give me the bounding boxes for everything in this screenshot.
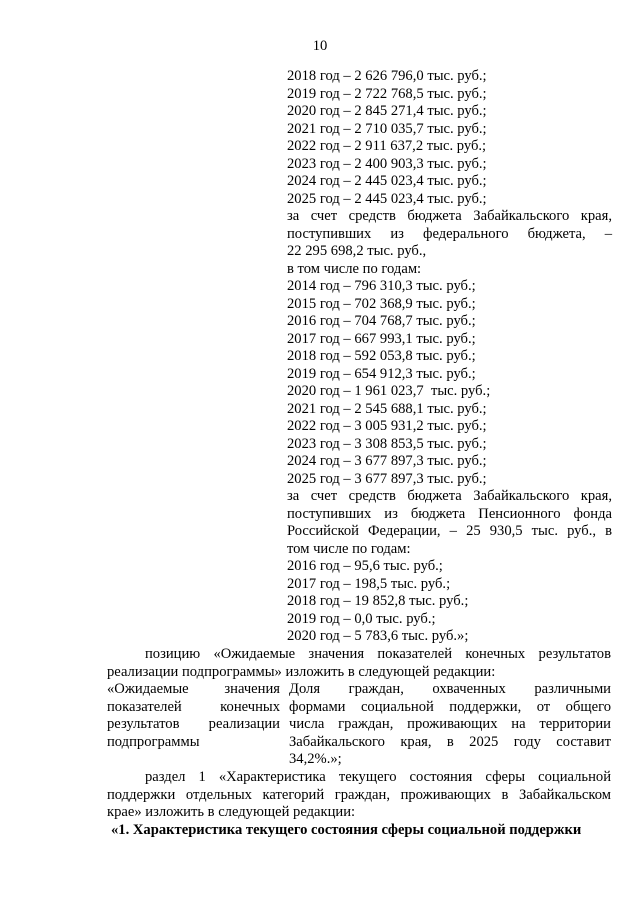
text-line: результатов реализации <box>107 716 280 732</box>
text-line: числа граждан, проживающих на территории <box>289 716 611 732</box>
federal-budget-intro <box>287 208 612 278</box>
text-line: показателей конечных <box>107 698 280 715</box>
list-item: 2023 год – 3 308 853,5 тыс. руб.; <box>287 435 487 452</box>
list-item: 2022 год – 2 911 637,2 тыс. руб.; <box>287 138 487 154</box>
section-heading: «1. Характеристика текущего состояния сферы социальной поддержки <box>111 822 582 838</box>
list-item: 2021 год – 2 545 688,1 тыс. руб.; <box>287 400 487 417</box>
text-line: раздел 1 «Характеристика текущего состояния сферы социальной <box>145 769 611 785</box>
text-line: 34,2%.»; <box>289 751 342 767</box>
list-item: 2018 год – 592 053,8 тыс. руб.; <box>287 348 476 364</box>
list-item: 2024 год – 3 677 897,3 тыс. руб.; <box>287 453 487 469</box>
list-item: 2023 год – 2 400 903,3 тыс. руб.; <box>287 155 487 172</box>
text-line: за счет средств бюджета Забайкальского края, <box>287 208 612 224</box>
text-line: позицию «Ожидаемые значения показателей конечных результатов <box>145 646 611 662</box>
list-item: 2019 год – 2 722 768,5 тыс. руб.; <box>287 85 487 102</box>
list-item: 2019 год – 0,0 тыс. руб.; <box>287 610 436 627</box>
list-item: 2017 год – 198,5 тыс. руб.; <box>287 575 451 592</box>
text-line: поступивших из федерального бюджета, – <box>287 225 612 242</box>
list-item: 2025 год – 3 677 897,3 тыс. руб.; <box>287 470 487 487</box>
text-line: 22 295 698,2 тыс. руб., <box>287 243 427 259</box>
list-item: 2020 год – 1 961 023,7 тыс. руб.; <box>287 383 491 399</box>
list-item: 2015 год – 702 368,9 тыс. руб.; <box>287 295 476 312</box>
section-paragraph <box>107 769 611 822</box>
list-item: 2025 год – 2 445 023,4 тыс. руб.; <box>287 190 487 207</box>
list-item: 2024 год – 2 445 023,4 тыс. руб.; <box>287 173 487 189</box>
text-line: Доля граждан, охваченных различными <box>289 681 611 697</box>
page-number: 10 <box>312 38 328 54</box>
text-line: поступивших из бюджета Пенсионного фонда <box>287 505 612 522</box>
text-line: Российской Федерации, – 25 930,5 тыс. руб., в <box>287 523 612 539</box>
list-item: 2014 год – 796 310,3 тыс. руб.; <box>287 278 476 294</box>
text-line: поддержки отдельных категорий граждан, проживающих в Забайкальском <box>107 786 611 803</box>
text-line: крае» изложить в следующей редакции: <box>107 804 356 820</box>
funding-years-list-1 <box>287 68 612 208</box>
text-line: за счет средств бюджета Забайкальского края, <box>287 488 612 504</box>
list-item: 2021 год – 2 710 035,7 тыс. руб.; <box>287 120 487 137</box>
text-line: подпрограммы <box>107 733 200 750</box>
funding-years-list-2 <box>287 278 612 488</box>
text-line: том числе по годам: <box>287 540 411 557</box>
text-line: «Ожидаемые значения <box>107 681 280 697</box>
text-line: реализации подпрограммы» изложить в следующей редакции: <box>107 663 496 680</box>
pension-fund-intro <box>287 488 612 558</box>
list-item: 2016 год – 95,6 тыс. руб.; <box>287 558 443 574</box>
list-item: 2019 год – 654 912,3 тыс. руб.; <box>287 365 476 382</box>
funding-years-list-3 <box>287 558 612 646</box>
list-item: 2022 год – 3 005 931,2 тыс. руб.; <box>287 418 487 434</box>
list-item: 2018 год – 19 852,8 тыс. руб.; <box>287 593 469 609</box>
expected-results-value <box>289 681 611 769</box>
expected-results-label <box>107 681 280 751</box>
text-line: в том числе по годам: <box>287 260 422 277</box>
position-paragraph <box>107 646 611 681</box>
list-item: 2018 год – 2 626 796,0 тыс. руб.; <box>287 68 487 84</box>
text-line: Забайкальского края, в 2025 году составит <box>289 733 611 750</box>
list-item: 2017 год – 667 993,1 тыс. руб.; <box>287 330 476 347</box>
list-item: 2016 год – 704 768,7 тыс. руб.; <box>287 313 476 329</box>
text-line: формами социальной поддержки, от общего <box>289 698 611 715</box>
list-item: 2020 год – 2 845 271,4 тыс. руб.; <box>287 103 487 119</box>
list-item: 2020 год – 5 783,6 тыс. руб.»; <box>287 628 469 644</box>
